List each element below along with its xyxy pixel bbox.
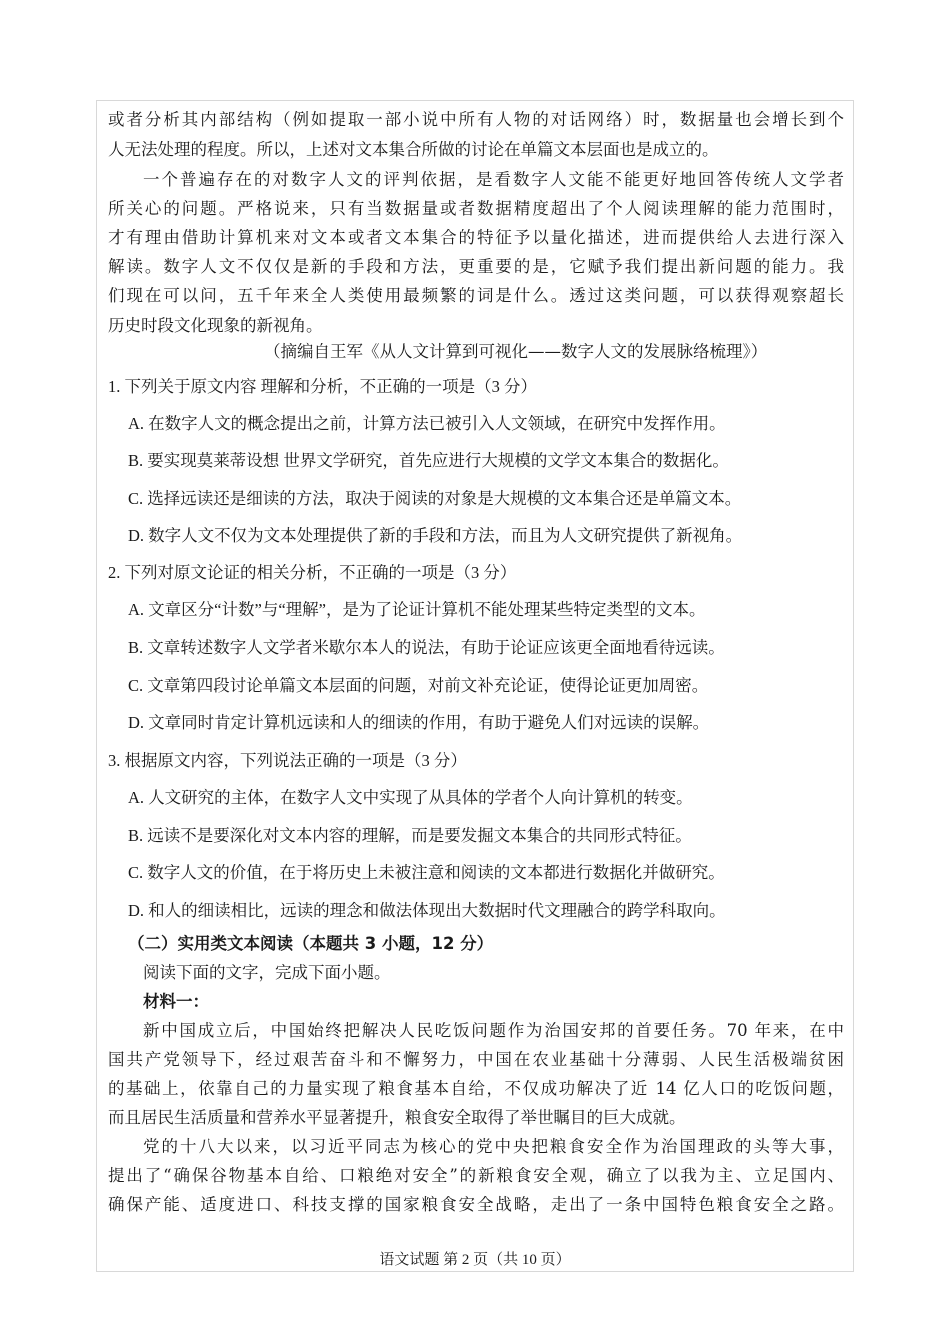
question-option: B. 文章转述数字人文学者米歇尔本人的说法，有助于论证应该更全面地看待远读。: [128, 638, 725, 657]
material-line: 新中国成立后，中国始终把解决人民吃饭问题作为治国安邦的首要任务。70 年来，在中: [143, 1021, 844, 1040]
question-option: A. 在数字人文的概念提出之前，计算方法已被引入人文领域，在研究中发挥作用。: [128, 414, 726, 433]
question-option: D. 数字人文不仅为文本处理提供了新的手段和方法，而且为人文研究提供了新视角。: [128, 526, 743, 545]
question-stem: 2. 下列对原文论证的相关分析，不正确的一项是（3 分）: [108, 563, 517, 582]
question-option: C. 选择远读还是细读的方法，取决于阅读的对象是大规模的文本集合还是单篇文本。: [128, 489, 742, 508]
question-option: C. 数字人文的价值，在于将历史上未被注意和阅读的文本都进行数据化并做研究。: [128, 863, 725, 882]
material-label: 材料一：: [143, 992, 209, 1011]
passage-source: （摘编自王军《从人文计算到可视化——数字人文的发展脉络梳理》）: [264, 342, 768, 361]
question-option: A. 文章区分“计数”与“理解”，是为了论证计算机不能处理某些特定类型的文本。: [128, 600, 706, 619]
question-stem: 1. 下列关于原文内容 理解和分析，不正确的一项是（3 分）: [108, 377, 537, 396]
question-option: D. 和人的细读相比，远读的理念和做法体现出大数据时代文理融合的跨学科取向。: [128, 901, 726, 920]
passage-line: 们现在可以问，五千年来全人类使用最频繁的词是什么。透过这类问题，可以获得观察超长: [108, 286, 844, 305]
question-option: C. 文章第四段讨论单篇文本层面的问题，对前文补充论证，使得论证更加周密。: [128, 676, 709, 695]
passage-line: 才有理由借助计算机来对文本或者文本集合的特征予以量化描述，进而提供给人去进行深入: [108, 228, 844, 247]
page-footer: 语文试题 第 2 页（共 10 页）: [379, 1252, 571, 1268]
material-line: 提出了“确保谷物基本自给、口粮绝对安全”的新粮食安全观，确立了以我为主、立足国内、: [108, 1166, 844, 1185]
material-line: 党的十八大以来，以习近平同志为核心的党中央把粮食安全作为治国理政的头等大事，: [143, 1137, 844, 1156]
material-line: 的基础上，依靠自己的力量实现了粮食基本自给，不仅成功解决了近 14 亿人口的吃饭问题，: [108, 1079, 844, 1098]
passage-line: 所关心的问题。严格说来，只有当数据量或者数据精度超出了个人阅读理解的能力范围时，: [108, 199, 844, 218]
question-option: B. 远读不是要深化对文本内容的理解，而是要发掘文本集合的共同形式特征。: [128, 826, 692, 845]
passage-line: 或者分析其内部结构（例如提取一部小说中所有人物的对话网络）时，数据量也会增长到个: [108, 110, 844, 129]
material-line: 国共产党领导下，经过艰苦奋斗和不懈努力，中国在农业基础十分薄弱、人民生活极端贫困: [108, 1050, 844, 1069]
section-heading: （二）实用类文本阅读（本题共 3 小题，12 分）: [128, 934, 494, 953]
material-line: 而且居民生活质量和营养水平显著提升，粮食安全取得了举世瞩目的巨大成就。: [108, 1108, 686, 1127]
question-option: D. 文章同时肯定计算机远读和人的细读的作用，有助于避免人们对远读的误解。: [128, 713, 710, 732]
section-instruction: 阅读下面的文字，完成下面小题。: [143, 963, 391, 982]
passage-line: 历史时段文化现象的新视角。: [108, 316, 323, 335]
passage-line: 一个普遍存在的对数字人文的评判依据，是看数字人文能不能更好地回答传统人文学者: [143, 170, 844, 189]
passage-line: 解读。数字人文不仅仅是新的手段和方法，更重要的是，它赋予我们提出新问题的能力。我: [108, 257, 844, 276]
question-option: B. 要实现莫莱蒂设想 世界文学研究，首先应进行大规模的文学文本集合的数据化。: [128, 451, 729, 470]
question-option: A. 人文研究的主体，在数字人文中实现了从具体的学者个人向计算机的转变。: [128, 788, 693, 807]
passage-line: 人无法处理的程度。所以，上述对文本集合所做的讨论在单篇文本层面也是成立的。: [108, 140, 719, 159]
question-stem: 3. 根据原文内容，下列说法正确的一项是（3 分）: [108, 751, 467, 770]
material-line: 确保产能、适度进口、科技支撑的国家粮食安全战略，走出了一条中国特色粮食安全之路。: [108, 1195, 844, 1214]
